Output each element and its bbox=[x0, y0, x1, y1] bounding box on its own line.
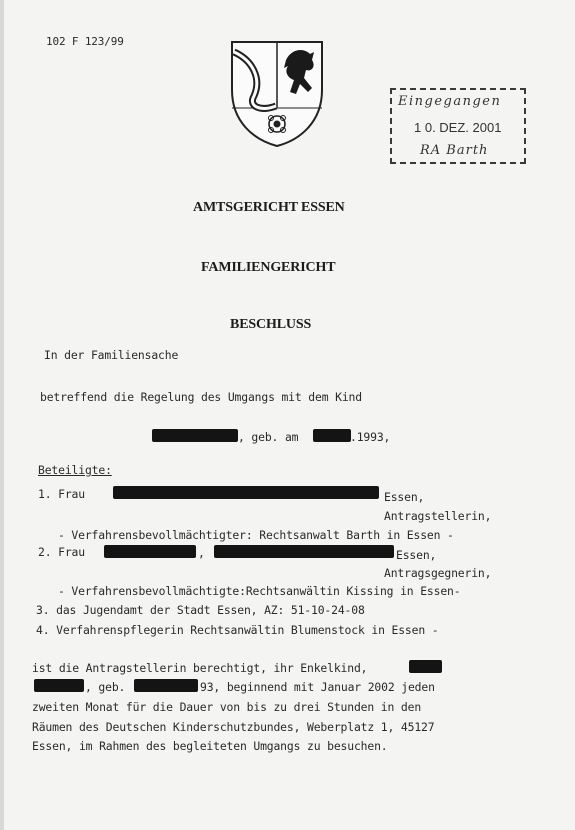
file-number: 102 F 123/99 bbox=[46, 35, 124, 48]
redaction-grandchild-firstname bbox=[409, 660, 442, 673]
ruling-line-2b: 93, beginnend mit Januar 2002 jeden bbox=[200, 680, 435, 694]
ruling-line-4: Räumen des Deutschen Kinderschutzbundes, Weberplatz 1, 45127 bbox=[32, 720, 435, 734]
ruling-line-3: zweiten Monat für die Dauer von bis zu drei Stunden in den bbox=[32, 700, 422, 714]
nrw-coat-of-arms-icon bbox=[228, 38, 326, 148]
child-born-text: , geb. am bbox=[238, 430, 299, 444]
stamp-date: 1 0. DEZ. 2001 bbox=[414, 120, 502, 135]
case-matter-text: In der Familiensache bbox=[44, 348, 179, 362]
redaction-party-2-street bbox=[214, 545, 394, 558]
party-2-counsel: - Verfahrensbevollmächtigte:Rechtsanwältin Kissing in Essen- bbox=[58, 584, 461, 598]
redaction-grandchild-birthdate bbox=[134, 679, 198, 692]
party-1-role: Antragstellerin, bbox=[384, 509, 492, 523]
child-year-text: .1993, bbox=[350, 430, 391, 444]
division-heading: FAMILIENGERICHT bbox=[201, 260, 336, 275]
subject-text: betreffend die Regelung des Umgangs mit dem Kind bbox=[40, 390, 362, 404]
ruling-line-2a: , geb. bbox=[85, 680, 126, 694]
party-1-prefix: 1. Frau bbox=[38, 487, 85, 501]
party-3: 3. das Jugendamt der Stadt Essen, AZ: 51-10-24-08 bbox=[36, 603, 365, 617]
ruling-line-5: Essen, im Rahmen des begleiteten Umgangs zu besuchen. bbox=[32, 739, 388, 753]
party-4: 4. Verfahrenspflegerin Rechtsanwältin Blumenstock in Essen - bbox=[36, 623, 439, 637]
party-2-comma: , bbox=[198, 546, 205, 560]
party-1-city: Essen, bbox=[384, 490, 425, 504]
parties-heading: Beteiligte: bbox=[38, 463, 112, 477]
redaction-child-birthdate bbox=[313, 429, 351, 442]
redaction-child-name bbox=[152, 429, 238, 442]
redaction-party-1-name bbox=[113, 486, 379, 499]
stamp-attorney: RA Barth bbox=[420, 143, 489, 158]
party-2-prefix: 2. Frau bbox=[38, 545, 85, 559]
document-title: BESCHLUSS bbox=[230, 317, 312, 332]
court-heading: AMTSGERICHT ESSEN bbox=[193, 200, 345, 215]
ruling-line-1: ist die Antragstellerin berechtigt, ihr Enkelkind, bbox=[32, 661, 368, 675]
party-2-city: Essen, bbox=[396, 548, 437, 562]
redaction-party-2-name bbox=[104, 545, 196, 558]
page-edge bbox=[0, 0, 4, 830]
stamp-received-label: Eingegangen bbox=[398, 94, 502, 109]
party-1-counsel: - Verfahrensbevollmächtigter: Rechtsanwalt Barth in Essen - bbox=[58, 528, 454, 542]
received-stamp bbox=[390, 88, 526, 164]
redaction-grandchild-lastname bbox=[34, 679, 84, 692]
party-2-role: Antragsgegnerin, bbox=[384, 566, 492, 580]
